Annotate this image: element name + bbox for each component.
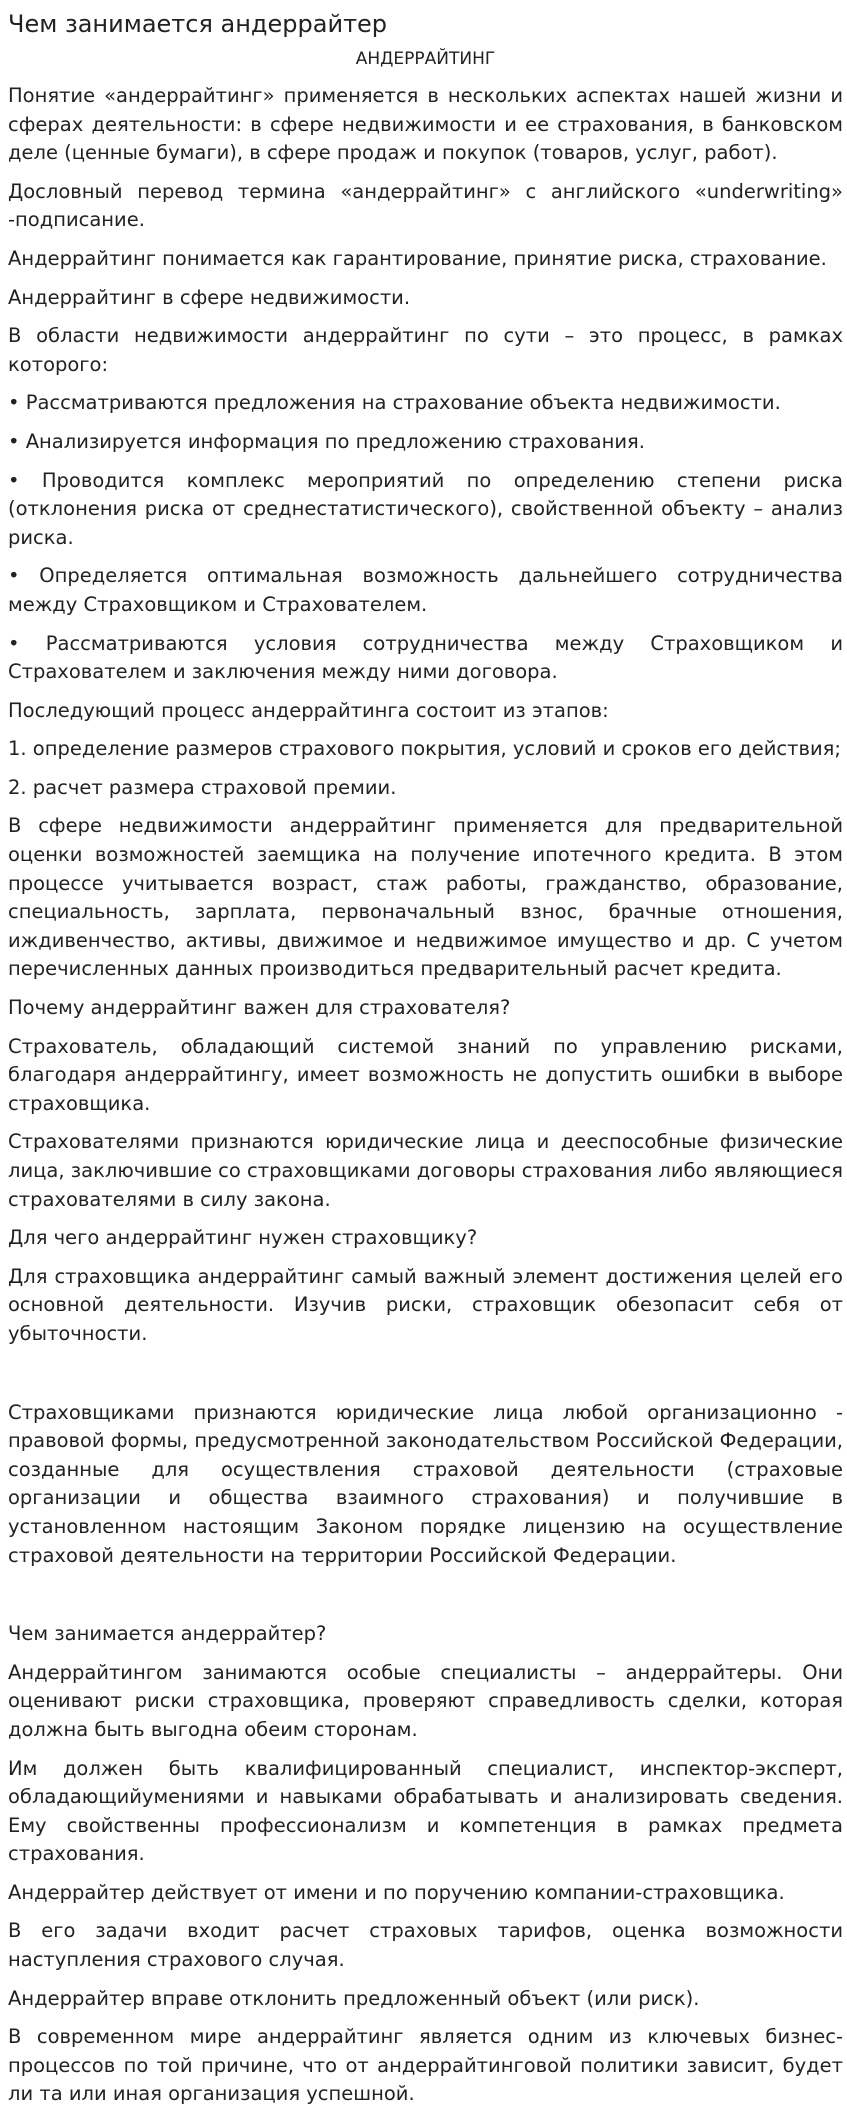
paragraph: Страховщиками признаются юридические лица любой организационно - правовой формы, предусмотренной законодательством Российской Федерации, созданные для осуществления страховой деятельности (страховые организации и общества взаимного страхования) и получившие в установленном настоящим Законом порядке лицензию на осуществление страховой деятельности на территории Российской Федерации. <box>8 1400 843 1567</box>
paragraph: В современном мире андеррайтинг является одним из ключевых бизнес-процессов по той причине, что от андеррайтинговой политики зависит, будет ли та или иная организация успешной. <box>8 2025 843 2106</box>
paragraph: В его задачи входит расчет страховых тарифов, оценка возможности наступления страхового случая. <box>8 1919 843 1972</box>
paragraph: Почему андеррайтинг важен для страхователя? <box>8 996 511 1020</box>
paragraph: Андеррайтингом занимаются особые специалисты – андеррайтеры. Они оценивают риски страховщика, проверяют справедливость сделки, которая должна быть выгодна обеим сторонам. <box>8 1660 843 1741</box>
paragraph: Дословный перевод термина «андеррайтинг» с английского «underwriting» -подписание. <box>8 179 843 232</box>
list-item: 2. расчет размера страховой премии. <box>8 775 397 799</box>
list-item: • Рассматриваются предложения на страхование объекта недвижимости. <box>8 391 781 415</box>
list-item: • Определяется оптимальная возможность дальнейшего сотрудничества между Страховщиком и Страхователем. <box>8 564 843 616</box>
paragraph: Андеррайтинг понимается как гарантирование, принятие риска, страхование. <box>8 246 827 270</box>
paragraph: Понятие «андеррайтинг» применяется в нескольких аспектах нашей жизни и сферах деятельности: в сфере недвижимости и ее страхования, в банковском деле (ценные бумаги), в сфере продаж и покупок (товаров, услуг, работ). <box>8 84 843 165</box>
spacer <box>8 1580 843 1620</box>
paragraph: Чем занимается андеррайтер? <box>8 1622 327 1646</box>
paragraph: Им должен быть квалифицированный специалист, инспектор-эксперт, обладающийумениями и навыками обрабатывать и анализировать сведения. Ему свойственны профессионализм и компетенция в рамках предмета страхования. <box>8 1756 843 1866</box>
document-page <box>8 0 843 2119</box>
paragraph: Для чего андеррайтинг нужен страховщику? <box>8 1226 478 1250</box>
paragraph: Андеррайтинг в сфере недвижимости. <box>8 285 411 309</box>
list-item: • Проводится комплекс мероприятий по определению степени риска (отклонения риска от среднестатистического), свойственной объекту – анализ риска. <box>8 468 843 549</box>
paragraph: Для страховщика андеррайтинг самый важный элемент достижения целей его основной деятельности. Изучив риски, страховщик обезопасит себя от убыточности. <box>8 1264 843 1345</box>
paragraph: Последующий процесс андеррайтинга состоит из этапов: <box>8 698 609 722</box>
paragraph: Андеррайтер действует от имени и по поручению компании-страховщика. <box>8 1880 785 1904</box>
spacer <box>8 1359 843 1399</box>
list-item: • Рассматриваются условия сотрудничества между Страховщиком и Страхователем и заключения между ними договора. <box>8 631 843 684</box>
paragraph: Андеррайтер вправе отклонить предложенный объект (или риск). <box>8 1986 700 2010</box>
list-item: • Анализируется информация по предложению страхования. <box>8 429 645 453</box>
list-item: 1. определение размеров страхового покрытия, условий и сроков его действия; <box>8 737 841 761</box>
paragraph: В области недвижимости андеррайтинг по сути – это процесс, в рамках которого: <box>8 324 843 376</box>
paragraph: В сфере недвижимости андеррайтинг применяется для предварительной оценки возможностей заемщика на получение ипотечного кредита. В этом процессе учитывается возраст, стаж работы, гражданство, образование, специальность, зарплата, первоначальный взнос, брачные отношения, иждивенчество, активы, движимое и недвижимое имущество и др. С учетом перечисленных данных производиться предварительный расчет кредита. <box>8 814 843 981</box>
paragraph: Страхователь, обладающий системой знаний по управлению рисками, благодаря андеррайтингу, имеет возможность не допустить ошибки в выборе страховщика. <box>8 1034 843 1115</box>
section-title: АНДЕРРАЙТИНГ <box>355 49 496 69</box>
paragraph: Страхователями признаются юридические лица и дееспособные физические лица, заключившие со страховщиками договоры страхования либо являющиеся страхователями в силу закона. <box>8 1130 843 1211</box>
page-title: Чем занимается андеррайтер <box>8 10 388 38</box>
